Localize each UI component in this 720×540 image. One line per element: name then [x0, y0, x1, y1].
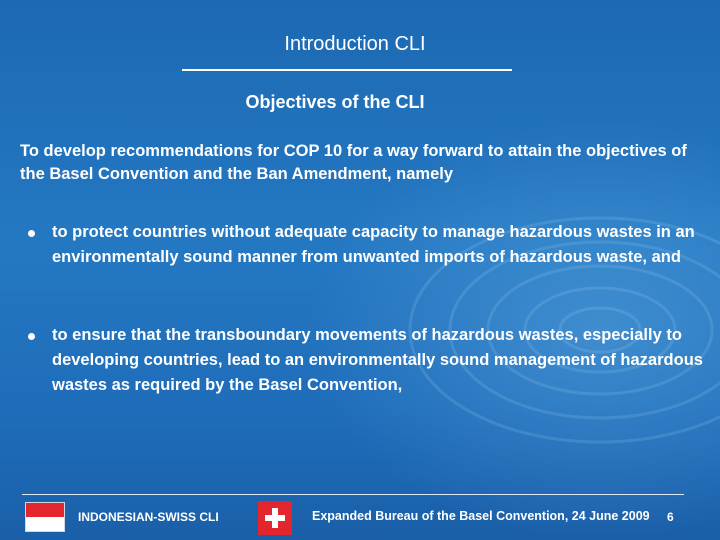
switzerland-flag-icon: [258, 501, 292, 535]
bullet-item: [28, 220, 708, 300]
footer-right-label: Expanded Bureau of the Basel Convention, 24 June 2009: [312, 509, 650, 523]
bullet-item: [28, 323, 708, 433]
round-bullet-icon: [28, 230, 35, 237]
indonesia-flag-icon: [25, 502, 65, 532]
footer-divider: [22, 494, 684, 495]
bullet-text: to protect countries without adequate capacity to manage hazardous wastes in an environmentally sound manner from unwanted imports of hazardous waste, and: [52, 223, 695, 266]
title-divider: [182, 69, 512, 71]
round-bullet-icon: [28, 333, 35, 340]
page-number: 6: [667, 510, 674, 524]
slide-title: Introduction CLI: [284, 33, 426, 55]
slide-subtitle: Objectives of the CLI: [245, 92, 425, 112]
intro-paragraph: To develop recommendations for COP 10 for a way forward to attain the objectives of the Basel Convention and the Ban Amendment, namely: [20, 142, 687, 183]
bullet-text: to ensure that the transboundary movements of hazardous wastes, especially to developing countries, lead to an environmentally sound management of hazardous wastes as required by the Basel Convention,: [52, 326, 703, 394]
footer-left-label: INDONESIAN-SWISS CLI: [78, 510, 219, 524]
